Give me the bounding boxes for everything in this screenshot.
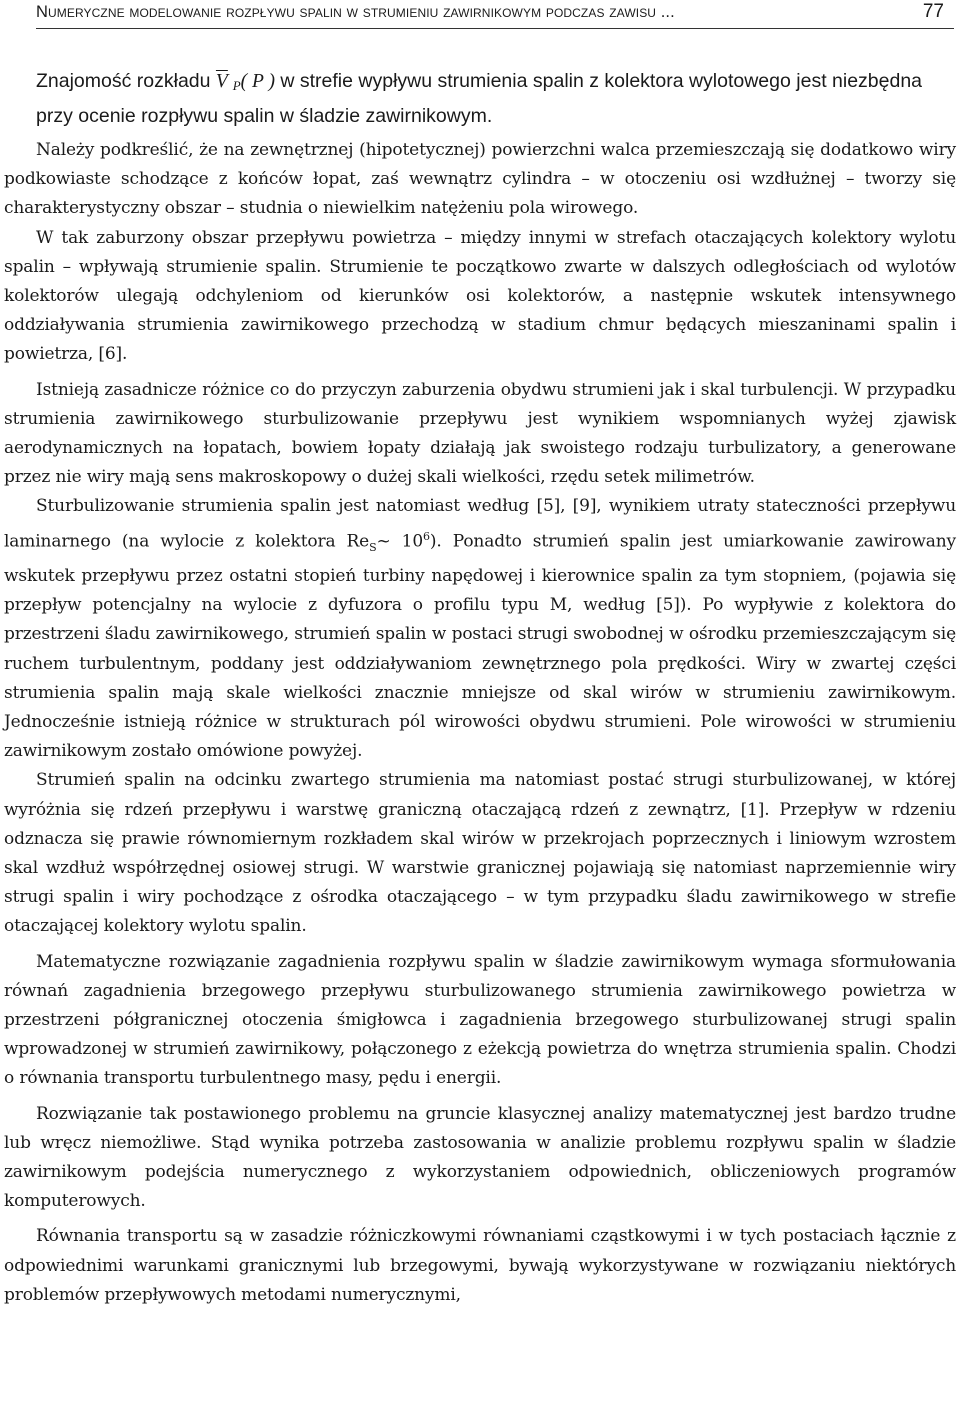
paragraph: Sturbulizowanie strumienia spalin jest natomiast według [5], [9], wynikiem utraty stateczności przepływu laminarnego (na wylocie z kolektora $Re_S\sim$ $10^6$). Ponadto strumień spalin jest umiarkowanie zawirowany wskutek przepływu przez ostatni stopień turbiny napędowej i kierownice spalin za tym stopniem, (pojawia się przepływ potencjalny na wylocie z dyfuzora o profilu typu M, według [5]). Po wypływie z kolektora do przestrzeni śladu zawirnikowego, strumień spalin w postaci strugi swobodnej w ośrodku przemieszczającym się ruchem turbulentnym, poddany jest oddziaływaniom zewnętrznego pola prędkości. Wiry w zwartej części strumienia spalin mają skale wielkości znacznie mniejsze od skal wirów w strumieniu zawirnikowym. Jednocześnie istnieją różnice w strukturach pól wirowości obydwu strumieni. Pole wirowości w strumieniu zawirnikowym zostało omówione powyżej. (4, 496, 957, 762)
velocity-symbol: $\overline{V}$ $_P$( P ) (215, 71, 275, 93)
header-title: Numeryczne modelowanie rozpływu spalin w strumieniu zawirnikowym podczas zawisu ... (36, 3, 675, 21)
paragraph: Matematyczne rozwiązanie zagadnienia rozpływu spalin w śladzie zawirnikowym wymaga sformułowania równań zagadnienia brzegowego przepływu sturbulizowanego strumienia zawirnikowego powietrza w przestrzeni półgranicznej otoczenia śmigłowca i zagadnienia brzegowego sturbulizowanej strugi spalin wprowadzonej w strumień zawirnikowy, połączonego z eżekcją powietrza do wnętrza strumienia spalin. Chodzi o równania transportu turbulentnego masy, pędu i energii. (4, 951, 956, 1089)
intro-prefix: Znajomość rozkładu (36, 70, 216, 92)
page-number: 77 (922, 1, 944, 22)
intro-paragraph (36, 66, 954, 131)
running-header (36, 0, 954, 29)
paragraph: W tak zaburzony obszar przepływu powietrza – między innymi w strefach otaczających kolektory wylotu spalin – wpływają strumienie spalin. Strumienie te początkowo zwarte w dalszych odległościach od wylotów kolektorów ulegają odchyleniom od kierunków osi kolektorów, a następnie wskutek intensywnego oddziaływania strumienia zawirnikowego przechodzą w stadium chmur będących mieszaninami spalin i powietrza, [6]. (4, 227, 956, 365)
intro-text (36, 66, 954, 131)
body-text (4, 136, 956, 1310)
paragraph: Rozwiązanie tak postawionego problemu na gruncie klasycznej analizy matematycznej jest bardzo trudne lub wręcz niemożliwe. Stąd wynika potrzeba zastosowania w analizie problemu rozpływu spalin w śladzie zawirnikowym podejścia numerycznego z wykorzystaniem odpowiednich, obliczeniowych programów komputerowych. (4, 1103, 956, 1212)
intro-suffix: w strefie wypływu strumienia spalin z kolektora wylotowego jest niezbędna przy ocenie rozpływu spalin w śladzie zawirnikowym. (36, 70, 923, 127)
paragraph: Istnieją zasadnicze różnice co do przyczyn zaburzenia obydwu strumieni jak i skal turbulencji. W przypadku strumienia zawirnikowego sturbulizowanie przepływu jest wynikiem wspomnianych wyżej zjawisk aerodynamicznych na łopatach, bowiem łopaty działają jak swoistego rodzaju turbulizatory, a generowane przez nie wiry mają sens makroskopowy o dużej skali wielkości, rzędu setek milimetrów. (4, 379, 956, 488)
paragraph: Należy podkreślić, że na zewnętrznej (hipotetycznej) powierzchni walca przemieszczają się dodatkowo wiry podkowiaste schodzące z końców łopat, zaś wewnątrz cylindra – w otoczeniu osi wzdłużnej – tworzy się charakterystyczny obszar – studnia o niewielkim natężeniu pola wirowego. (4, 140, 956, 219)
paragraph: Równania transportu są w zasadzie różniczkowymi równaniami cząstkowymi i w tych postaciach łącznie z odpowiednimi warunkami granicznymi lub brzegowymi, bywają wykorzystywane w rozwiązaniu niektórych problemów przepływowych metodami numerycznymi, (4, 1226, 956, 1305)
paragraph: Strumień spalin na odcinku zwartego strumienia ma natomiast postać strugi sturbulizowanej, w której wyróżnia się rdzeń przepływu i warstwę graniczną otaczającą rdzeń z zewnątrz, [1]. Przepływ w rdzeniu odznacza się prawie równomiernym rozkładem skal wirów w przekrojach poprzecznych i liniowym wzrostem skal wzdłuż współrzędnej osiowej strugi. W warstwie granicznej pojawiają się natomiast naprzemiennie wiry strugi spalin i wiry pochodzące z ośrodka otaczającego – w tym przypadku śladu zawirnikowego w strefie otaczającej kolektory wylotu spalin. (4, 770, 956, 937)
